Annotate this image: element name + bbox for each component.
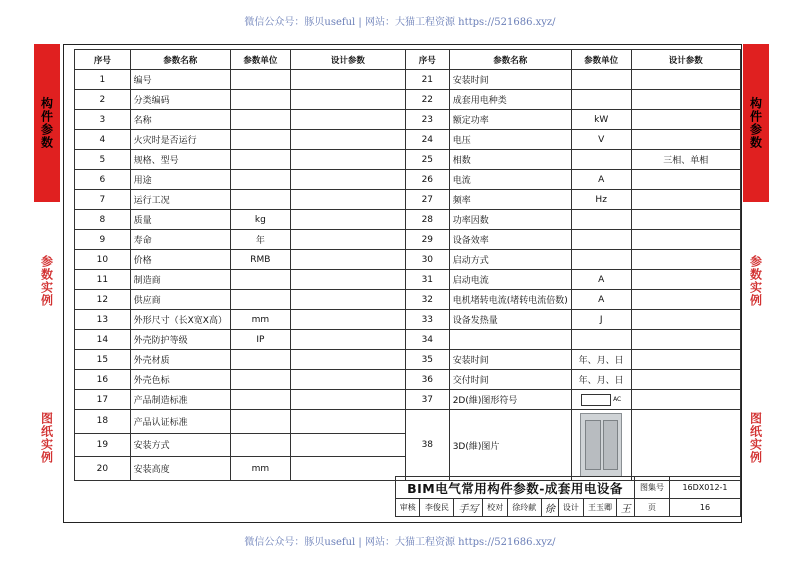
- table-row: [75, 370, 741, 390]
- param-value: [290, 230, 405, 250]
- param-unit: A: [571, 170, 631, 190]
- table-row: [75, 310, 741, 330]
- param-unit: [230, 90, 290, 110]
- param-value: [290, 110, 405, 130]
- param-value: [631, 370, 740, 390]
- row-number: 8: [75, 210, 131, 230]
- param-name: 额定功率: [449, 110, 571, 130]
- param-name: 安装高度: [130, 457, 230, 481]
- header-unit: 参数单位: [230, 50, 290, 70]
- param-name: 设备发热量: [449, 310, 571, 330]
- param-unit: 年、月、日: [571, 370, 631, 390]
- param-unit: [230, 70, 290, 90]
- param-unit: [571, 230, 631, 250]
- param-name: [449, 330, 571, 350]
- param-name: 2D(維)图形符号: [449, 390, 571, 410]
- param-name: 外壳防护等级: [130, 330, 230, 350]
- param-value: [631, 270, 740, 290]
- review-label: 审核: [396, 499, 420, 517]
- designer-name: 王玉卿: [583, 499, 617, 517]
- param-name: 电压: [449, 130, 571, 150]
- param-name: 运行工况: [130, 190, 230, 210]
- row-number: 22: [405, 90, 449, 110]
- param-unit: [571, 90, 631, 110]
- param-name: 安装方式: [130, 433, 230, 457]
- row-number: 34: [405, 330, 449, 350]
- param-value: [631, 90, 740, 110]
- param-name: 相数: [449, 150, 571, 170]
- param-name: 电机堵转电流(堵转电流倍数): [449, 290, 571, 310]
- checker-signature: 徐: [541, 499, 558, 517]
- param-value: [290, 370, 405, 390]
- row-number: 37: [405, 390, 449, 410]
- param-value: [290, 410, 405, 434]
- header-no: 序号: [75, 50, 131, 70]
- table-row: [75, 150, 741, 170]
- param-name: 启动方式: [449, 250, 571, 270]
- param-name: 外壳材质: [130, 350, 230, 370]
- row-number: 19: [75, 433, 131, 457]
- param-name: 外壳色标: [130, 370, 230, 390]
- param-unit: [230, 190, 290, 210]
- param-unit: RMB: [230, 250, 290, 270]
- row-number: 23: [405, 110, 449, 130]
- param-name: 分类编码: [130, 90, 230, 110]
- param-value: [290, 70, 405, 90]
- row-number: 2: [75, 90, 131, 110]
- row-number: 14: [75, 330, 131, 350]
- table-row: [75, 270, 741, 290]
- side-tab-drawings-right[interactable]: [743, 360, 769, 516]
- row-number: 3: [75, 110, 131, 130]
- side-tab-params-left[interactable]: [34, 44, 60, 202]
- image-3d-cell: [571, 410, 631, 481]
- drawing-sheet: [63, 44, 742, 523]
- param-name: 交付时间: [449, 370, 571, 390]
- param-unit: Hz: [571, 190, 631, 210]
- row-number: 30: [405, 250, 449, 270]
- param-value: [290, 270, 405, 290]
- param-unit: kg: [230, 210, 290, 230]
- title-block: [395, 476, 741, 517]
- row-number: 9: [75, 230, 131, 250]
- param-value: [631, 230, 740, 250]
- param-name: 功率因数: [449, 210, 571, 230]
- param-unit: [230, 370, 290, 390]
- param-value: [290, 210, 405, 230]
- param-value: [631, 110, 740, 130]
- param-name: 电流: [449, 170, 571, 190]
- param-unit: A: [571, 290, 631, 310]
- param-unit: A: [571, 270, 631, 290]
- atlas-number: 16DX012-1: [670, 477, 741, 499]
- row-number: 35: [405, 350, 449, 370]
- param-name: 名称: [130, 110, 230, 130]
- param-name: 3D(維)图片: [449, 410, 571, 481]
- param-unit: V: [571, 130, 631, 150]
- symbol-2d-label: AC: [613, 396, 622, 403]
- header-name: 参数名称: [449, 50, 571, 70]
- side-tab-label: 参数实例: [39, 255, 54, 307]
- param-unit: [230, 150, 290, 170]
- param-name: 价格: [130, 250, 230, 270]
- param-unit: [230, 390, 290, 410]
- row-number: 27: [405, 190, 449, 210]
- table-row: [75, 130, 741, 150]
- reviewer-signature: 手写: [454, 499, 483, 517]
- param-name: 频率: [449, 190, 571, 210]
- param-name: 成套用电种类: [449, 90, 571, 110]
- param-value: [631, 410, 740, 481]
- param-value: [631, 330, 740, 350]
- param-unit: [571, 70, 631, 90]
- row-number: 24: [405, 130, 449, 150]
- param-value: [631, 390, 740, 410]
- row-number: 25: [405, 150, 449, 170]
- param-name: 规格、型号: [130, 150, 230, 170]
- param-value: [290, 170, 405, 190]
- param-unit: [230, 290, 290, 310]
- param-name: 供应商: [130, 290, 230, 310]
- param-unit: [230, 410, 290, 434]
- row-number: 31: [405, 270, 449, 290]
- table-row: [75, 250, 741, 270]
- param-value: [290, 390, 405, 410]
- side-tab-label: 图纸实例: [748, 412, 763, 464]
- parameter-table: [74, 49, 741, 481]
- row-number: 1: [75, 70, 131, 90]
- table-row: [75, 390, 741, 410]
- param-name: 启动电流: [449, 270, 571, 290]
- param-name: 制造商: [130, 270, 230, 290]
- row-number: 4: [75, 130, 131, 150]
- param-unit: [230, 433, 290, 457]
- table-row: [75, 110, 741, 130]
- table-row: [75, 410, 741, 434]
- param-value: [631, 130, 740, 150]
- design-label: 设计: [559, 499, 583, 517]
- reviewer-name: 李俊民: [420, 499, 454, 517]
- param-unit: [230, 350, 290, 370]
- param-unit: [571, 250, 631, 270]
- param-value: [631, 170, 740, 190]
- table-row: [75, 70, 741, 90]
- param-unit: IP: [230, 330, 290, 350]
- table-row: [75, 210, 741, 230]
- side-tab-examples-left[interactable]: [34, 205, 60, 357]
- side-tab-label: 构件参数: [39, 97, 54, 149]
- table-row: [75, 350, 741, 370]
- param-value: [631, 350, 740, 370]
- param-unit: mm: [230, 457, 290, 481]
- param-unit: [571, 150, 631, 170]
- param-name: 外形尺寸（长X宽X高）: [130, 310, 230, 330]
- param-name: 寿命: [130, 230, 230, 250]
- param-unit: kW: [571, 110, 631, 130]
- param-unit: mm: [230, 310, 290, 330]
- table-row: [75, 230, 741, 250]
- param-name: 设备效率: [449, 230, 571, 250]
- param-unit: [571, 210, 631, 230]
- side-tab-label: 构件参数: [748, 97, 763, 149]
- row-number: 20: [75, 457, 131, 481]
- page-label: 页: [635, 499, 670, 517]
- atlas-label: 图集号: [635, 477, 670, 499]
- designer-signature: 王: [617, 499, 635, 517]
- row-number: 15: [75, 350, 131, 370]
- row-number: 6: [75, 170, 131, 190]
- row-number: 21: [405, 70, 449, 90]
- param-unit: 年、月、日: [571, 350, 631, 370]
- param-value: [290, 190, 405, 210]
- cabinet-3d-image: [580, 413, 622, 477]
- param-name: 产品认证标准: [130, 410, 230, 434]
- param-value: [631, 210, 740, 230]
- row-number: 12: [75, 290, 131, 310]
- param-value: [290, 350, 405, 370]
- param-name: 产品制造标准: [130, 390, 230, 410]
- header-unit: 参数单位: [571, 50, 631, 70]
- param-name: 质量: [130, 210, 230, 230]
- side-tab-examples-right[interactable]: [743, 205, 769, 357]
- param-value: [290, 130, 405, 150]
- param-unit: J: [571, 310, 631, 330]
- check-label: 校对: [483, 499, 507, 517]
- side-tab-label: 参数实例: [748, 255, 763, 307]
- row-number: 13: [75, 310, 131, 330]
- header-value: 设计参数: [631, 50, 740, 70]
- header-value: 设计参数: [290, 50, 405, 70]
- table-row: [75, 290, 741, 310]
- row-number: 18: [75, 410, 131, 434]
- row-number: 7: [75, 190, 131, 210]
- row-number: 32: [405, 290, 449, 310]
- row-number: 33: [405, 310, 449, 330]
- param-value: [631, 290, 740, 310]
- param-unit: [230, 130, 290, 150]
- table-header-row: [75, 50, 741, 70]
- row-number: 28: [405, 210, 449, 230]
- param-value: [631, 190, 740, 210]
- param-value: [290, 457, 405, 481]
- watermark-bottom: 微信公众号：豚贝useful | 网站：大猫工程资源 https://521686.xyz/: [244, 537, 556, 548]
- row-number: 10: [75, 250, 131, 270]
- watermark-top: 微信公众号：豚贝useful | 网站：大猫工程资源 https://521686.xyz/: [244, 17, 556, 28]
- row-number: 36: [405, 370, 449, 390]
- param-value: [631, 310, 740, 330]
- param-unit: [230, 270, 290, 290]
- row-number: 29: [405, 230, 449, 250]
- header-name: 参数名称: [130, 50, 230, 70]
- param-name: 安装时间: [449, 350, 571, 370]
- param-value: [631, 250, 740, 270]
- param-unit: [571, 330, 631, 350]
- drawing-title: BIM电气常用构件参数-成套用电设备: [396, 477, 635, 499]
- param-value: 三相、单相: [631, 150, 740, 170]
- param-value: [290, 290, 405, 310]
- checker-name: 徐玲献: [507, 499, 541, 517]
- row-number: 5: [75, 150, 131, 170]
- page-number: 16: [670, 499, 741, 517]
- table-row: [75, 190, 741, 210]
- table-row: [75, 170, 741, 190]
- header-no: 序号: [405, 50, 449, 70]
- table-row: [75, 330, 741, 350]
- row-number: 17: [75, 390, 131, 410]
- param-unit: 年: [230, 230, 290, 250]
- symbol-2d-cell: [571, 390, 631, 410]
- side-tab-params-right[interactable]: [743, 44, 769, 202]
- row-number: 11: [75, 270, 131, 290]
- param-value: [290, 90, 405, 110]
- table-row: [75, 90, 741, 110]
- param-name: 火灾时是否运行: [130, 130, 230, 150]
- param-name: 安装时间: [449, 70, 571, 90]
- row-number: 16: [75, 370, 131, 390]
- row-number: 38: [405, 410, 449, 481]
- param-value: [631, 70, 740, 90]
- param-value: [290, 310, 405, 330]
- row-number: 26: [405, 170, 449, 190]
- param-unit: [230, 170, 290, 190]
- param-value: [290, 150, 405, 170]
- param-value: [290, 433, 405, 457]
- param-name: 用途: [130, 170, 230, 190]
- symbol-2d-icon: [581, 394, 611, 406]
- side-tab-label: 图纸实例: [39, 412, 54, 464]
- param-name: 编号: [130, 70, 230, 90]
- param-value: [290, 330, 405, 350]
- param-unit: [230, 110, 290, 130]
- param-value: [290, 250, 405, 270]
- side-tab-drawings-left[interactable]: [34, 360, 60, 516]
